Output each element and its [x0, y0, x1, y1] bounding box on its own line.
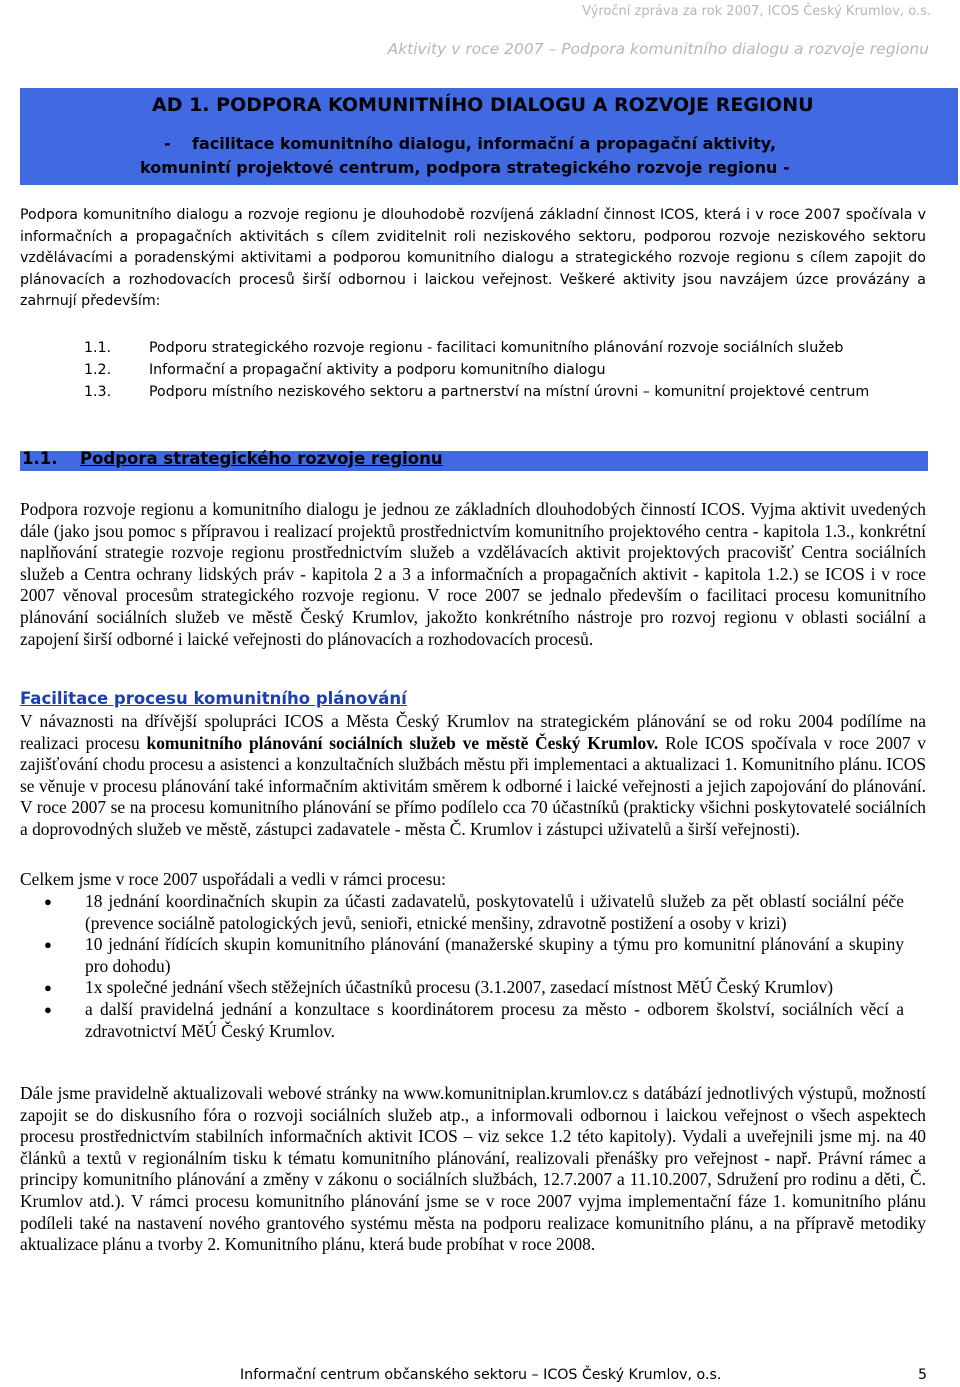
- activity-number: 1.3.: [84, 384, 112, 400]
- page-footer: [240, 1367, 928, 1383]
- running-header-report: Výroční zpráva za rok 2007, ICOS Český Krumlov, o.s.: [582, 4, 931, 19]
- facilitace-text-end: Role ICOS spočívala v roce 2007 v zajišťování chodu procesu a asistenci a konzultačních službách městu při implementaci a aktualizaci 1. Komunitního plánu. ICOS se věnuje v procesu plánování také informačním aktivitám směrem k odborné i laické veřejnosti a jejich zapojování do plánování. V roce 2007 se na procesu komunitního plánování se přímo podílelo cca 70 účastníků (prakticky všichni poskytovatelé sociálních a doprovodných služeb ve městě, zástupci zadavatele - města Č. Krumlov i zástupci uživatelů a širší veřejnosti).: [20, 732, 926, 839]
- list-item-text: 18 jednání koordinačních skupin za účasti zadavatelů, poskytovatelů i uživatelů služeb za pět oblastí sociální péče (prevence sociálně patologických jevů, senioři, etnické menšiny, zdravotně postižení a osoby v krizi): [85, 891, 904, 933]
- activity-item: [84, 381, 932, 403]
- section-number: 1.1.: [22, 449, 58, 468]
- activity-item: [84, 359, 932, 381]
- subtitle-dash: -: [164, 134, 171, 153]
- activity-text: Informační a propagační aktivity a podporu komunitního dialogu: [149, 362, 606, 378]
- subtitle-line-2: komunintí projektové centrum, podpora strategického rozvoje regionu -: [140, 158, 790, 177]
- section-title: Podpora strategického rozvoje regionu: [80, 449, 443, 468]
- facilitace-text-start: V návaznosti na dřívější spolupráci ICOS a Města Český Krumlov na strategickém plánování se od roku 2004 podílíme na realizaci procesu: [20, 711, 926, 753]
- intro-paragraph: Podpora komunitního dialogu a rozvoje regionu je dlouhodobě rozvíjená základní činnost ICOS, která i v roce 2007 spočívala v informačních a propagačních aktivitách s cílem zviditelnit roli neziskového sektoru, podporou rozvoje neziskového sektoru vzdělávacími a poradenskými aktivitami a podporou komunitního dialogu a strategického rozvoje regionu s cílem zapojit do plánovacích a rozhodovacích procesů širší odbornou i laickou veřejnost. Veškeré aktivity jsou navzájem úzce provázány a zahrnují především:: [20, 207, 926, 310]
- bullet-icon: ●: [44, 1001, 52, 1017]
- list-item-text: 1x společné jednání všech stěžejních účastníků procesu (3.1.2007, zasedací místnost MěÚ Český Krumlov): [85, 977, 834, 998]
- list-item: [44, 934, 904, 977]
- list-item: [44, 891, 904, 934]
- subtitle-line-1: facilitace komunitního dialogu, informační a propagační aktivity,: [192, 134, 777, 153]
- bullet-icon: ●: [44, 937, 52, 953]
- activity-item: [84, 337, 932, 359]
- meetings-lead: Celkem jsme v roce 2007 uspořádali a vedli v rámci procesu:: [20, 869, 446, 889]
- web-paragraph: Dále jsme pravidelně aktualizovali webové stránky na www.komunitniplan.krumlov.cz s datábází jednotlivých výstupů, možností zapojit se do diskusního fóra o rozvoji sociálních služeb atp., a informovali odbornou i laickou veřejnost o všech aspektech procesu prostřednictvím stabilních informačních aktivit ICOS – viz sekce 1.2 této kapitoly). Vydali a uveřejnili jsme mj. na 40 článků a textů v regionálním tisku k tématu komunitního plánování, realizovali přenášky pro veřejnost - např. Právní rámec a principy komunitního plánování a změny v zákonu o sociálních službách, 12.7.2007 a 11.10.2007, Sdružení pro rodinu a děti, Č. Krumlov atd.). V rámci procesu komunitního plánování jsme se v roce 2007 vyjma implementační fáze 1. komunitního plánu podíleli také na nastavení nového grantového systému města na podporu realizace komunitního plánu, a na přípravě metodiky aktualizace plánu a tvorby 2. Komunitního plánu, která bude probíhat v roce 2008.: [20, 1083, 926, 1255]
- meetings-list: [44, 891, 904, 1042]
- activity-text: Podporu strategického rozvoje regionu - facilitaci komunitního plánování rozvoje sociálních služeb: [149, 340, 844, 356]
- activity-list: [84, 337, 932, 403]
- bullet-icon: ●: [44, 894, 52, 909]
- activity-text: Podporu místního neziskového sektoru a partnerství na místní úrovni – komunitní projektové centrum: [149, 384, 870, 400]
- chapter-title: AD 1. PODPORA KOMUNITNÍHO DIALOGU A ROZVOJE REGIONU: [152, 94, 814, 116]
- facilitace-paragraph: [20, 711, 926, 841]
- facilitace-heading: Facilitace procesu komunitního plánování: [20, 689, 407, 708]
- section-heading: [22, 449, 443, 468]
- list-item: [44, 999, 904, 1042]
- facilitace-text-bold: komunitního plánování sociálních služeb ve městě Český Krumlov.: [146, 732, 659, 753]
- page-number: 5: [918, 1367, 928, 1383]
- activity-number: 1.2.: [84, 362, 112, 378]
- chapter-subtitle: [140, 132, 900, 180]
- bullet-icon: ●: [44, 980, 52, 996]
- section-paragraph: Podpora rozvoje regionu a komunitního dialogu je jednou ze základních dlouhodobých činností ICOS. Vyjma aktivit uvedených dále (jako jsou pomoc s přípravou i realizací projektů prostřednictvím komunitního projektového centra - kapitola 1.3., konkrétní naplňování strategie rozvoje regionu prostřednictvím služeb a vzdělávacích aktivit projektových pracovišť Centra sociálních služeb a Centra ochrany lidských práv - kapitola 2 a 3 a informačních a propagačních aktivit - kapitola 1.2.) se ICOS i v roce 2007 věnoval procesům strategického rozvoje regionu. V roce 2007 se jednalo především o facilitaci procesu komunitního plánování sociálních služeb ve městě Český Krumlov, jakožto konkrétního nástroje pro rozvoj regionu v oblasti sociální a zapojení širší odborné i laické veřejnosti do plánovacích a rozhodovacích procesů.: [20, 499, 926, 649]
- footer-text: Informační centrum občanského sektoru – ICOS Český Krumlov, o.s.: [240, 1367, 722, 1383]
- activity-number: 1.1.: [84, 340, 112, 356]
- running-header-chapter: Aktivity v roce 2007 – Podpora komunitního dialogu a rozvoje regionu: [387, 40, 929, 58]
- list-item: [44, 977, 904, 999]
- list-item-text: a další pravidelná jednání a konzultace s koordinátorem procesu za město - odborem školství, sociálních věcí a zdravotnictví MěÚ Český Krumlov.: [85, 998, 904, 1041]
- list-item-text: 10 jednání řídících skupin komunitního plánování (manažerské skupiny a týmu pro komunitní plánování a skupiny pro dohodu): [85, 934, 904, 976]
